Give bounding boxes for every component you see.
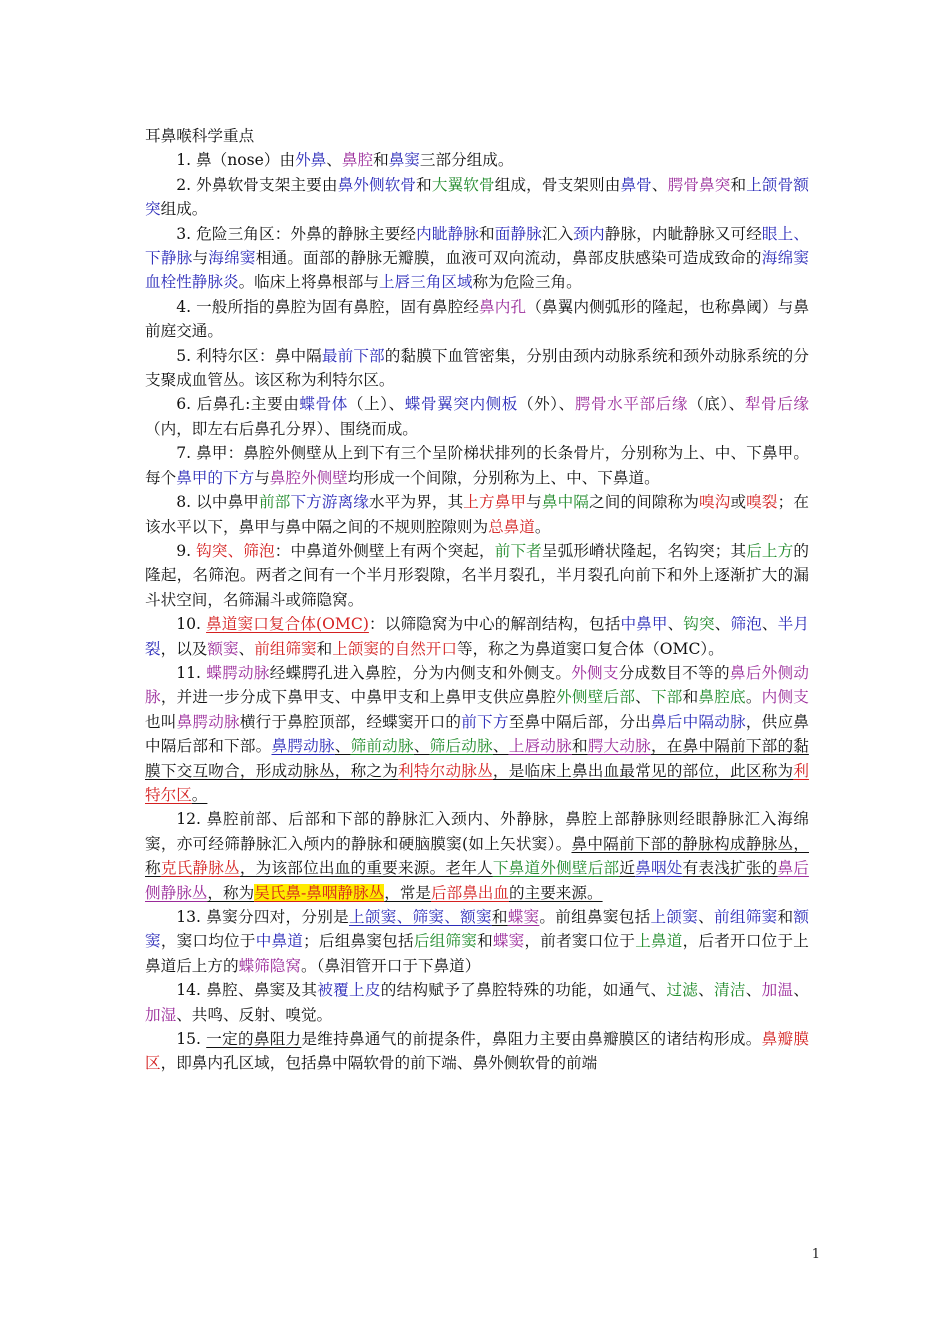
highlighted-term: 前下者 [494,541,542,560]
text-run: 。 [534,517,551,536]
highlighted-term: 鼻后侧静脉丛 [145,859,809,902]
highlighted-term: 外鼻 [295,151,327,170]
text-run: 和 [477,932,493,951]
text-run: 1. 鼻（nose）由 [176,151,296,170]
text-run: 2. 外鼻软骨支架主要由 [176,175,338,194]
highlighted-term: 内眦静脉 [416,224,480,243]
highlighted-term: 上颌窦 [650,908,699,926]
text-run: ，即鼻内孔区域，包括鼻中隔软骨的前下端、鼻外侧软骨的前端 [160,1054,598,1073]
highlighted-term: 吴氏鼻-鼻咽静脉丛 [254,883,385,902]
highlighted-term: 筛泡 [730,615,762,634]
list-item [145,295,809,344]
highlighted-term: 上鼻道 [635,932,683,951]
highlighted-term: 、 [334,737,351,756]
text-run: ，以及 [160,639,208,658]
highlighted-term: 近 [619,859,636,878]
highlighted-term: 一定的鼻阻力 [206,1030,302,1049]
highlighted-term: 鼻瓣膜区 [145,1030,809,1073]
highlighted-term: 下部 [650,688,683,707]
highlighted-term: 海绵窦 [208,249,256,268]
highlighted-term: 鼻内孔 [479,297,527,316]
highlighted-term: 筛前动脉 [350,737,414,756]
highlighted-term: 鼻骨 [620,175,652,194]
list-item [145,539,809,612]
highlighted-term: 半月裂 [145,615,809,658]
highlighted-term: 犁骨后缘 [744,395,809,414]
text-run: ，并进一步分成下鼻甲支、中鼻甲支和上鼻甲支供应鼻腔 [160,688,557,707]
list-item [145,905,809,978]
text-run: 、 [698,981,714,1000]
text-run: 。 [745,688,762,707]
highlighted-term: 鼻后外侧动脉 [145,663,809,707]
list-item [145,344,809,393]
highlighted-term: 上方鼻甲 [463,493,527,512]
highlighted-term: 后上方 [746,541,794,560]
text-run: ，后者开口位于上鼻道后上方的 [145,932,809,975]
highlighted-term: 筛后动脉 [429,737,493,756]
highlighted-term: 加温 [761,981,794,1000]
highlighted-term: 被覆上皮 [317,981,381,1000]
text-run: ，窦口均位于 [160,932,256,951]
highlighted-term: 蝶筛隐窝 [238,956,301,975]
text-run: 组成，骨支架则由 [494,175,621,194]
text-run: 呈弧形嵴状隆起，名钩突；其 [541,541,747,560]
highlighted-term: 钩突、筛泡 [196,541,275,560]
numbered-list [145,148,809,1075]
page-number: 1 [811,1247,820,1262]
highlighted-term: 、 [413,737,430,756]
text-run: 与 [192,249,209,268]
highlighted-term: 额窦 [145,908,809,951]
list-item [145,661,809,807]
highlighted-term: 后组筛窦 [413,932,478,951]
text-run: 7. 鼻甲：鼻腔外侧壁从上到下有三个呈阶梯状排列的长条骨片，分别称为上、中、下鼻甲。每个 [145,444,809,487]
highlighted-term: 鼻中隔 [541,493,590,512]
highlighted-term: 嗅沟 [699,493,731,512]
text-run: 3. 危险三角区：外鼻的静脉主要经 [176,224,417,243]
text-run: 等，称之为鼻道窦口复合体（OMC）。 [456,639,724,658]
highlighted-term: 鼻中隔前下部的静脉构成静脉丛，称 [145,834,809,878]
text-run: 至鼻中隔后部，分出 [508,712,651,731]
text-run: 15. [176,1030,207,1049]
text-run: 是维持鼻通气的前提条件，鼻阻力主要由鼻瓣膜区的诸结构形成。 [301,1030,762,1049]
text-run: 。（鼻泪管开口于下鼻道） [300,956,481,975]
highlighted-term: 前部 [259,493,291,512]
text-run: ：中鼻道外侧壁上有两个突起， [274,541,495,560]
text-run: 、 [745,981,762,1000]
text-run: 5. 利特尔区：鼻中隔 [176,346,322,365]
list-item [145,612,809,661]
highlighted-term: 加湿 [145,1005,177,1024]
document-title: 耳鼻喉科学重点 [145,127,255,145]
highlighted-term: 蝶窦 [492,932,525,951]
highlighted-term: 蝶腭动脉 [206,663,270,682]
text-run: 、 [698,908,714,926]
text-run: 和 [730,175,747,194]
list-item [145,441,809,490]
text-run: 的黏膜下血管密集，分别由颈内动脉系统和颈外动脉系统的分支聚成血管丛。该区称为利特尔区。 [145,346,809,390]
highlighted-term: ，在鼻中隔前下部的黏膜下交互吻合，形成动脉丛，称之为 [145,737,809,780]
text-run: 4. 一般所指的鼻腔为固有鼻腔，固有鼻腔经 [176,297,480,316]
text-run: 、共鸣、反射、嗅觉。 [176,1005,333,1024]
text-run: 横行于鼻腔顶部，经蝶窦开口的 [239,712,462,731]
highlighted-term: 过滤 [666,981,699,1000]
list-item [145,392,809,441]
text-run: 。前组鼻窦包括 [539,908,651,926]
text-run: （外）、 [517,395,575,414]
highlighted-term: 最前下部 [321,346,385,365]
highlighted-term: 下鼻道外侧壁后部 [492,859,620,878]
highlighted-term: 眼上、下静脉 [145,224,809,268]
text-run: 和 [373,151,389,170]
text-run: 8. 以中鼻甲 [176,493,259,512]
highlighted-term: 上唇三角区域 [378,273,473,292]
text-run: 、 [651,175,668,194]
text-run: 组成。 [160,200,208,219]
highlighted-term: 面静脉 [494,224,542,243]
highlighted-term: 上颌骨额突 [145,175,809,219]
text-run: ，供应鼻中隔后部和下部。 [145,712,809,756]
highlighted-term: 鼻道窦口复合体(OMC) [206,615,369,634]
highlighted-term: 鼻窦 [388,151,420,170]
text-run: （上）、 [347,395,405,414]
list-item [145,148,809,172]
highlighted-term: 和 [491,908,508,926]
highlighted-term: 中鼻道 [255,932,304,951]
highlighted-term: 后部鼻出血 [431,883,509,902]
highlighted-term: 上颌窦的自然开口 [332,639,457,658]
list-item [145,1027,809,1076]
highlighted-term: 前组筛窦 [713,908,778,926]
highlighted-term: 清洁 [713,981,746,1000]
highlighted-term: 鼻甲的下方 [176,468,255,487]
highlighted-term: 的主要来源。 [509,883,603,902]
highlighted-term: 鼻腭动脉 [176,712,240,731]
text-run: 和 [777,908,794,926]
text-run: 汇入 [541,224,574,243]
highlighted-term: 额窦 [207,639,239,658]
highlighted-term: 上颌窦、筛窦、额窦 [349,908,492,926]
list-item [145,490,809,539]
text-run: （底）、 [688,395,745,414]
text-run: 、 [667,615,684,634]
text-run: ：以筛隐窝为中心的解剖结构，包括 [368,615,621,634]
text-run: 与 [526,493,542,512]
text-run: 和 [682,688,699,707]
document-body [145,124,809,1076]
text-run: 14. 鼻腔、鼻窦及其 [176,981,318,1000]
text-run: 11. [176,663,207,682]
highlighted-term: 鼻后中隔动脉 [651,712,746,731]
text-run: 和 [479,224,495,243]
text-run: 6. 后鼻孔:主要由 [176,395,300,414]
highlighted-term: 鼻腔 [341,151,374,170]
highlighted-term: 大翼软骨 [431,175,495,194]
text-run: 的隆起，名筛泡。两者之间有一个半月形裂隙，名半月裂孔，半月裂孔向前下和外上逐渐扩大的漏斗状空间，名筛漏斗或筛隐窝。 [145,541,809,609]
text-run: 和 [316,639,333,658]
text-run: ；在该水平以下，鼻甲与鼻中隔之间的不规则腔隙则为 [145,493,809,536]
highlighted-term: 蝶骨翼突内侧板 [404,395,518,414]
highlighted-term: 利特尔区 [145,761,809,804]
list-item [145,807,809,905]
highlighted-term: 前组筛窦 [254,639,317,658]
highlighted-term: 腭大动脉 [587,737,651,756]
text-run: 静脉，内眦静脉又可经 [604,224,762,243]
text-run: 。临床上将鼻根部与 [238,273,379,292]
highlighted-term: 克氏静脉丛 [160,859,240,878]
text-run: 、 [635,688,651,707]
highlighted-term: ，为该部位出血的重要来源。老年人 [239,859,493,878]
text-run: （内，即左右后鼻孔分界）、围绕而成。 [145,419,418,438]
text-run: ，前者窦口位于 [524,932,636,951]
text-run: 12. 鼻腔前部、后部和下部的静脉汇入颈内、外静脉，鼻腔上部静脉则经眼静脉汇入海绵窦，亦可经筛静脉汇入颅内的静脉和硬脑膜窦(如上矢状窦）。 [145,810,809,853]
highlighted-term: 和 [571,737,588,756]
highlighted-term: 蝶窦 [507,908,540,926]
highlighted-term: 鼻腭动脉 [271,737,335,756]
highlighted-term: 嗅裂 [746,493,778,512]
list-item [145,222,809,295]
highlighted-term: 鼻腔底 [698,688,746,707]
highlighted-term: 颈内 [573,224,605,243]
highlighted-term: ，称为 [207,883,255,902]
text-run: 经蝶腭孔进入鼻腔，分为内侧支和外侧支。 [269,663,572,682]
list-item [145,978,809,1027]
highlighted-term: 总鼻道 [488,517,535,536]
highlighted-term: 海绵窦血栓性静脉炎 [145,249,809,292]
list-item [145,173,809,222]
highlighted-term: 钩突 [683,615,715,634]
highlighted-term: 前下方 [461,712,509,731]
highlighted-term: 有表浅扩张的 [682,859,778,878]
text-run: 也叫 [145,712,177,731]
highlighted-term: 外侧支 [571,663,619,682]
text-run: 三部分组成。 [419,151,514,170]
highlighted-term: 。 [191,785,208,804]
text-run: 、 [761,615,778,634]
text-run: 、 [238,639,255,658]
highlighted-term: 鼻咽处 [635,859,683,878]
text-run: 与 [254,468,270,487]
text-run: 、 [714,615,731,634]
text-run: 、 [326,151,342,170]
highlighted-term: ，常是 [384,883,432,902]
highlighted-term: 鼻外侧软骨 [337,175,417,194]
text-run: 之间的间隙称为 [589,493,700,512]
text-run: 水平为界，其 [369,493,464,512]
highlighted-term: 蝶骨体 [299,395,348,414]
text-run: 相通。面部的静脉无瓣膜，血液可双向流动，鼻部皮肤感染可造成致命的 [255,249,762,268]
text-run: 和 [416,175,432,194]
text-run: 或 [730,493,747,512]
highlighted-term: 、 [492,737,509,756]
text-run: 9. [176,541,197,560]
highlighted-term: ，是临床上鼻出血最常见的部位，此区称为 [492,761,794,780]
highlighted-term: 内侧支 [761,688,809,707]
highlighted-term: 腭骨水平部后缘 [574,395,689,414]
text-run: 13. 鼻窦分四对，分别是 [176,908,350,926]
text-run: 称为危险三角。 [472,273,582,292]
highlighted-term: 腭骨鼻突 [667,175,731,194]
text-run: 分成数目不等的 [618,663,730,682]
text-run: 10. [176,615,207,634]
highlighted-term: 鼻腔外侧壁 [269,468,348,487]
text-run: 、 [793,981,809,1000]
text-run: ；后组鼻窦包括 [303,932,414,951]
highlighted-term: 利特尔动脉丛 [398,761,493,780]
text-run: 均形成一个间隙，分别称为上、中、下鼻道。 [347,468,660,487]
highlighted-term: 下方游离缘 [290,493,370,512]
text-run: （鼻翼内侧弧形的隆起，也称鼻阈）与鼻前庭交通。 [145,297,809,341]
highlighted-term: 外侧壁后部 [556,688,636,707]
text-run: 的结构赋予了鼻腔特殊的功能，如通气、 [380,981,667,1000]
highlighted-term: 上唇动脉 [508,737,572,756]
highlighted-term: 中鼻甲 [620,615,668,634]
